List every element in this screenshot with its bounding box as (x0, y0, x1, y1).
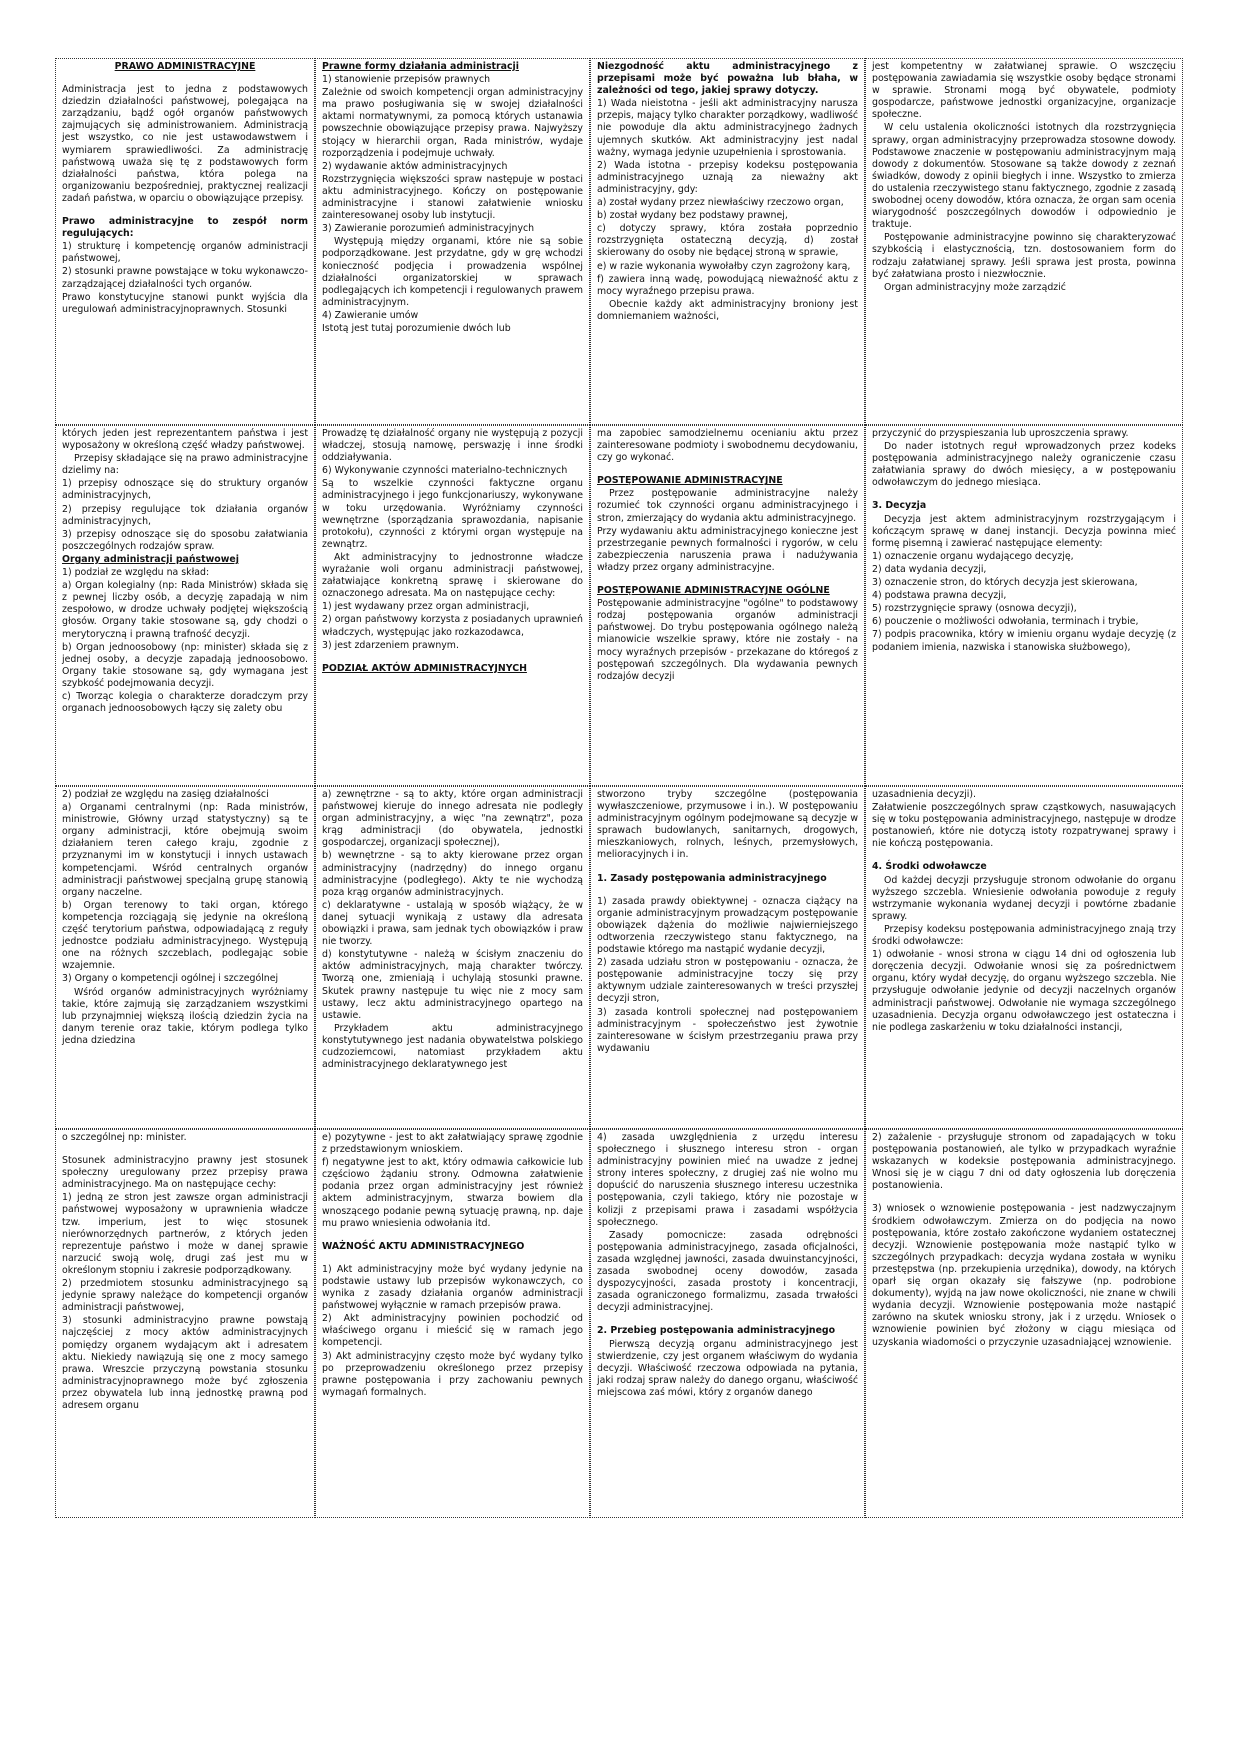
section-heading: Niezgodność aktu administracyjnego z przepisami może być poważna lub błaha, w zależności od tego, jakiej sprawy dotyczy. (597, 61, 858, 97)
paragraph: c) dotyczy sprawy, która została poprzednio rozstrzygnięta ostateczną decyzją, d) został skierowany do osoby nie będącej stroną w sprawie, (597, 223, 858, 259)
paragraph: 3) jest zdarzeniem prawnym. (322, 639, 459, 651)
paragraph: Akt administracyjny to jednostronne władcze wyrażanie woli organu administracji państwowej, załatwiające konkretną sprawę i skierowane do oznaczonego adresata. Ma on następujące cechy: (322, 551, 583, 600)
section-heading: 1. Zasady postępowania administracyjnego (597, 872, 827, 884)
paragraph: Przepisy kodeksu postępowania administracyjnego znają trzy środki odwoławcze: (872, 923, 1176, 948)
paragraph: 4) podstawa prawna decyzji, (872, 590, 1007, 602)
paragraph: jest kompetentny w załatwianej sprawie. O wszczęciu postępowania zawiadamia się wszystkie osoby będące stronami w sprawie. Stronami mogą być obywatele, podmioty gospodarcze, państwowe jednostki organizacyjne, organizacje społeczne. (872, 61, 1176, 121)
paragraph: 3) przepisy odnoszące się do sposobu załatwiania poszczególnych rodzajów spraw. (62, 528, 308, 552)
paragraph: 2) wydawanie aktów administracyjnych (322, 160, 508, 172)
paragraph: Załatwienie poszczególnych spraw cząstkowych, nasuwających się w toku postępowania administracyjnego, następuje w drodze postanowień, które nie dotyczą istoty rozpatrywanej sprawy i nie kończą postępowania. (872, 802, 1176, 850)
paragraph: 1) strukturę i kompetencję organów administracji państwowej, (62, 241, 308, 265)
paragraph: 2) stosunki prawne powstające w toku wykonawczo-zarządzającej działalności tych organów. (62, 266, 308, 290)
text-cell (590, 58, 865, 425)
text-cell (55, 786, 315, 1129)
paragraph: 1) stanowienie przepisów prawnych (322, 74, 491, 86)
text-cell (315, 425, 590, 786)
paragraph: W celu ustalenia okoliczności istotnych dla rozstrzygnięcia sprawy, organ administracyjny przeprowadza stosowne dowody. Podstawowe znaczenie w postępowaniu administracyjnym mają dowody z dokumentów. Stosowane są także dowody z zeznań świadków, dowody z opinii biegłych i inne. Wszystko to zmierza do ustalenia rzeczywistego stanu faktycznego, zgodnie z zasadą swobodnej oceny dowodów, która oznacza, że organ sam ocenia wiarygodność poszczególnych dowodów i odpowiednio je traktuje. (872, 122, 1176, 231)
paragraph: 2) organ państwowy korzysta z posiadanych uprawnień władczych, występując jako rozkazodawca, (322, 614, 583, 638)
paragraph: 2) Wada istotna - przepisy kodeksu postępowania administracyjnego uznają za nieważny akt administracyjny, gdy: (597, 159, 858, 195)
paragraph: 2) przepisy regulujące tok działania organów administracyjnych, (62, 503, 308, 527)
text-cell (865, 425, 1183, 786)
paragraph: Przez postępowanie administracyjne należy rozumieć tok czynności organu administracyjnego i stron, zmierzający do wydania aktu administracyjnego. (597, 488, 858, 524)
paragraph: 6) pouczenie o możliwości odwołania, terminach i trybie, (872, 616, 1139, 628)
paragraph: d) konstytutywne - należą w ścisłym znaczeniu do aktów administracyjnych, mają charakter twórczy. Tworzą one, zmieniają i uchylają stosunki prawne. Skutek prawny następuje tu więc nie z mocy sam ustawy, lecz aktu administracyjnego opartego na ustawie. (322, 949, 583, 1021)
paragraph: a) zewnętrzne - są to akty, które organ administracji państwowej kieruje do innego adresata nie podległy organ administracyjny, a więc "na zewnątrz", poza krąg administracji (do obywatela, jednostki gospodarczej, organizacji społecznej), (322, 789, 583, 849)
paragraph: a) Organ kolegialny (np: Rada Ministrów) składa się z pewnej liczby osób, a decyzję zapadają w nim zespołowo, w drodze uchwały podjętej większością głosów. Organy takie stosowane są, gdy chodzi o merytoryczną i prawną trafność decyzji. (62, 580, 308, 640)
paragraph: 3) Zawieranie porozumień administracyjnych (322, 223, 535, 235)
paragraph: 4) zasada uwzględnienia z urzędu interesu społecznego i słusznego interesu stron - organ administracyjny powinien mieć na uwadze z jednej strony interes społeczny, z drugiej zaś nie wolno mu dopuścić do naruszenia słusznego interesu uczestnika postępowania, czyli takiego, który nie pozostaje w kolizji z przepisami prawa i zasadami współżycia społecznego. (597, 1132, 858, 1228)
paragraph: c) deklaratywne - ustalają w sposób wiążący, że w danej sytuacji wynikają z ustawy dla adresata obowiązki i prawa, sam jednak tych obowiązków i praw nie tworzy. (322, 899, 583, 948)
section-heading: WAŻNOŚĆ AKTU ADMINISTRACYJNEGO (322, 1240, 525, 1252)
paragraph: 1) jest wydawany przez organ administracji, (322, 601, 530, 613)
paragraph: Przykładem aktu administracyjnego konstytutywnego jest nadania obywatelstwa polskiego cudzoziemcowi, natomiast przykładem aktu administracyjnego deklaratywnego jest (322, 1022, 583, 1071)
paragraph: Postępowanie administracyjne "ogólne" to podstawowy rodzaj postępowania organów administracji państwowej. Do trybu postępowania ogólnego należą mianowicie wszelkie sprawy, które nie zostały - na mocy wyraźnych przepisów - przekazane do któregoś z postępowań szczególnych. Dla wydawania pewnych rodzajów decyzji (597, 598, 858, 682)
paragraph: ma zapobiec samodzielnemu ocenianiu aktu przez zainteresowane podmioty i swobodnemu decydowaniu, czy go wykonać. (597, 428, 858, 464)
text-cell (590, 786, 865, 1129)
section-heading: Prawo administracyjne to zespół norm regulujących: (62, 216, 308, 240)
paragraph: 7) podpis pracownika, który w imieniu organu wydaje decyzję (z podaniem imienia, nazwiska i stanowiska służbowego), (872, 629, 1176, 653)
paragraph: uzasadnienia decyzji). (872, 789, 976, 800)
section-heading: PRAWO ADMINISTRACYJNE (114, 61, 256, 72)
paragraph: 3) wniosek o wznowienie postępowania - jest nadzwyczajnym środkiem odwoławczym. Zmierza on do podjęcia na nowo postępowania, które zostało zakończone wydaniem ostatecznej decyzji. Wznowienie postępowania może nastąpić tylko w szczególnych przypadkach: decyzja wydana została w wyniku przestępstwa (np. przekupienia urzędnika), dowody, na których oparł się organ okazały się fałszywe (np. podrobione dokumenty), wyjdą na jaw nowe okoliczności, nie znane w chwili wydania decyzji. Wznowienie postępowania może nastąpić zarówno na skutek wniosku strony, jak i z urzędu. Wniosek o wznowienie powinien być złożony w ciągu miesiąca od uzyskania wiadomości o przyczynie uzasadniającej wznowienie. (872, 1203, 1176, 1348)
paragraph: f) negatywne jest to akt, który odmawia całkowicie lub częściowo żądaniu strony. Odmowna załatwienie podania przez organ administracyjny jest również aktem administracyjnym, stwarza bowiem dla wnoszącego podanie pewną sytuację prawną, np. daje mu prawo wniesienia odwołania itd. (322, 1157, 583, 1229)
paragraph: Przy wydawaniu aktu administracyjnego konieczne jest przestrzeganie pewnych formalności i rygorów, w celu zabezpieczenia naruszenia prawa i nadużywania władzy przez organy administracyjne. (597, 525, 858, 573)
paragraph: b) Organ jednoosobowy (np: minister) składa się z jednej osoby, a decyzje zapadają jednoosobowo. Organy takie stosowane są, gdy wymagana jest szybkość podejmowania decyzji. (62, 641, 308, 689)
paragraph: których jeden jest reprezentantem państwa i jest wyposażony w określoną część władzy państwowej. (62, 428, 308, 452)
notes-sheet (55, 58, 1183, 1518)
section-heading: 3. Decyzja (872, 500, 927, 512)
paragraph: 2) Akt administracyjny powinien pochodzić od właściwego organu i mieścić się w ramach jego kompetencji. (322, 1313, 583, 1349)
paragraph: Występują między organami, które nie są sobie podporządkowane. Jest przydatne, gdy w grę wchodzi konieczność podjęcia i prowadzenia wspólnej działalności organizatorskiej w sprawach podlegających ich kompetencji i regulowanych prawem administracyjnym. (322, 236, 583, 308)
paragraph: o szczególnej np: minister. (62, 1132, 187, 1143)
paragraph: Obecnie każdy akt administracyjny broniony jest domniemaniem ważności, (597, 298, 858, 322)
paragraph: Przepisy składające się na prawo administracyjne dzielimy na: (62, 453, 308, 477)
paragraph: 2) zażalenie - przysługuje stronom od zapadających w toku postępowania postanowień, ale tylko w przypadkach wyraźnie wskazanych w kodeksie postępowania administracyjnego. Wnosi się je w ciągu 7 dni od daty ogłoszenia lub doręczenia postanowienia. (872, 1132, 1176, 1192)
paragraph: 3) Organy o kompetencji ogólnej i szczególnej (62, 973, 279, 985)
paragraph: 5) rozstrzygnięcie sprawy (osnowa decyzji), (872, 603, 1077, 615)
text-cell (55, 425, 315, 786)
paragraph: Istotą jest tutaj porozumienie dwóch lub (322, 322, 511, 334)
paragraph: Wśród organów administracyjnych wyróżniamy takie, które zajmują się zarządzaniem wszystkimi lub przynajmniej większą ilością dziedzin życia na danym terenie oraz takie, którym podlega tylko jedna dziedzina (62, 986, 308, 1046)
paragraph: 1) podział ze względu na skład: (62, 567, 210, 579)
paragraph: a) Organami centralnymi (np: Rada ministrów, ministrowie, Główny urząd statystyczny) są te organy administracji, które obejmują swoim działaniem teren całego kraju, zgodnie z przyznanymi im w konstytucji i innych ustawach kompetencjami. Wśród centralnych organów administracji państwowej specjalną grupę stanowią organy naczelne. (62, 802, 308, 898)
paragraph: 3) Akt administracyjny często może być wydany tylko po przeprowadzeniu określonego przez przepisy prawne postępowania i przy zachowaniu pewnych wymagań formalnych. (322, 1350, 583, 1398)
paragraph: f) zawiera inną wadę, powodującą nieważność aktu z mocy wyraźnego przepisu prawa. (597, 273, 858, 297)
paragraph: 1) odwołanie - wnosi strona w ciągu 14 dni od ogłoszenia lub doręczenia decyzji. Odwołanie wnosi się za pośrednictwem organu, który wydał decyzję, do organu wyższego szczebla. Nie przysługuje odwołanie jedynie od decyzji naczelnych organów administracji państwowej. Odwołanie nie wymaga szczególnego uzasadnienia. Decyzja organu odwoławczego jest ostateczna i nie podlega zaskarżeniu w toku działalności instancji, (872, 949, 1176, 1033)
paragraph: 2) zasada udziału stron w postępowaniu - oznacza, że postępowanie administracyjne toczy się przy aktywnym udziale zainteresowanych w treści przyszłej decyzji stron, (597, 957, 858, 1005)
text-cell (315, 786, 590, 1129)
section-heading: POSTĘPOWANIE ADMINISTRACYJNE (597, 475, 783, 487)
paragraph: b) Organ terenowy to taki organ, którego kompetencja rozciągają się jedynie na określoną część terytorium państwa, odpowiadającą z reguły jednostce podziału administracyjnego. Występują one na różnych szczeblach, podlegając sobie wzajemnie. (62, 899, 308, 972)
text-cell (865, 786, 1183, 1129)
paragraph: Od każdej decyzji przysługuje stronom odwołanie do organu wyższego szczebla. Wniesienie odwołania powoduje z reguły wstrzymanie wykonania wydanej decyzji i powtórne zbadanie sprawy. (872, 874, 1176, 922)
paragraph: b) został wydany bez podstawy prawnej, (597, 210, 788, 222)
paragraph: Stosunek administracyjno prawny jest stosunek społeczny uregulowany przez przepisy prawa administracyjnego. Ma on następujące cechy: (62, 1155, 308, 1191)
text-cell (865, 1129, 1183, 1518)
paragraph: przyczynić do przyspieszania lub uproszczenia sprawy. (872, 428, 1129, 439)
text-cell (55, 1129, 315, 1518)
text-cell (315, 58, 590, 425)
section-heading: Prawne formy działania administracji (322, 61, 519, 72)
paragraph: 1) przepisy odnoszące się do struktury organów administracyjnych, (62, 478, 308, 502)
paragraph: Zależnie od swoich kompetencji organ administracyjny ma prawo posługiwania się w swojej działalności aktami normatywnymi, za pomocą których ustanawia powszechnie obowiązujące przepisy prawa. Najwyższy stojący w hierarchii organ, Rada ministrów, wydaje rozporządzenia i podejmuje uchwały. (322, 87, 583, 159)
paragraph: 6) Wykonywanie czynności materialno-technicznych (322, 465, 568, 477)
section-heading: 2. Przebieg postępowania administracyjnego (597, 1325, 836, 1337)
paragraph: Prawo konstytucyjne stanowi punkt wyjścia dla uregulowań administracyjnoprawnych. Stosunki (62, 291, 308, 315)
paragraph: 1) oznaczenie organu wydającego decyzję, (872, 550, 1074, 562)
paragraph: Rozstrzygnięcia większości spraw następuje w postaci aktu administracyjnego. Kończy on postępowanie administracyjne i stanowi załatwienie wniosku zainteresowanej osoby lub instytucji. (322, 173, 583, 222)
paragraph: stworzono tryby szczególne (postępowania wywłaszczeniowe, przymusowe i in.). W postępowaniu administracyjnym ogólnym podejmowane są decyzje w sprawach budowlanych, sanitarnych, drogowych, mieszkaniowych, rolnych, leśnych, przemysłowych, melioracyjnych i in. (597, 789, 858, 861)
paragraph: 3) zasada kontroli społecznej nad postępowaniem administracyjnym - społeczeństwo jest żywotnie zainteresowane w ścisłym przestrzeganiu prawa przy wydawaniu (597, 1006, 858, 1054)
paragraph: Są to wszelkie czynności faktyczne organu administracyjnego i jego funkcjonariuszy, wykonywane w toku urzędowania. Wyróżniamy czynności wewnętrzne (sporządzania sprawozdania, napisanie protokołu), czynności z którymi organ występuje na zewnątrz. (322, 478, 583, 550)
paragraph: 1) Wada nieistotna - jeśli akt administracyjny narusza przepis, mający tylko charakter porządkowy, wadliwość nie powoduje dla aktu administracyjnego żadnych ujemnych skutków. Akt administracyjny jest nadal ważny, wymaga jedynie uzupełnienia i sprostowania. (597, 98, 858, 158)
paragraph: 2) data wydania decyzji, (872, 563, 987, 575)
paragraph: Pierwszą decyzją organu administracyjnego jest stwierdzenie, czy jest organem właściwym do wydania decyzji. Właściwość rzeczowa odpowiada na pytania, jaki rodzaj spraw należy do danego organu, właściwość miejscowa zaś mówi, który z organów danego (597, 1338, 858, 1398)
text-cell (590, 425, 865, 786)
paragraph: Do nader istotnych reguł wprowadzonych przez kodeks postępowania administracyjnego należy ograniczenie czasu załatwiania sprawy do dwóch miesięcy, a w postępowaniu odwoławczym do jednego miesiąca. (872, 441, 1176, 489)
paragraph: 3) oznaczenie stron, do których decyzja jest skierowana, (872, 577, 1138, 589)
section-heading: Organy administracji państwowej (62, 553, 239, 565)
paragraph: 1) zasada prawdy obiektywnej - oznacza ciążący na organie administracyjnym prowadzącym postępowanie obowiązek dążenia do możliwie najwierniejszego odtworzenia rzeczywistego stanu faktycznego, na podstawie którego ma nastąpić wydanie decyzji, (597, 895, 858, 956)
paragraph: 1) jedną ze stron jest zawsze organ administracji państwowej wyposażony w uprawnienia władcze tzw. imperium, jest to więc stosunek nierównorzędnych partnerów, z których jeden reprezentuje państwo i może w danej sprawie narzucić swoją wolę, drugi zaś jest mu w określonym stopniu i zakresie podporządkowany. (62, 1192, 308, 1276)
text-cell (590, 1129, 865, 1518)
paragraph: a) został wydany przez niewłaściwy rzeczowo organ, (597, 197, 844, 209)
paragraph: Postępowanie administracyjne powinno się charakteryzować szybkością i elastycznością, tzn. dostosowaniem form do rodzaju załatwianej sprawy. Jeśli sprawa jest prosta, powinna być załatwiana prosto i niezwłocznie. (872, 232, 1176, 280)
section-heading: POSTĘPOWANIE ADMINISTRACYJNE OGÓLNE (597, 585, 830, 597)
text-cell (865, 58, 1183, 425)
paragraph: 4) Zawieranie umów (322, 309, 419, 321)
paragraph: c) Tworząc kolegia o charakterze doradczym przy organach jednoosobowych łączy się zalety obu (62, 690, 308, 715)
paragraph: 2) podział ze względu na zasięg działalności (62, 789, 269, 800)
paragraph: Organ administracyjny może zarządzić (884, 281, 1066, 293)
paragraph: e) pozytywne - jest to akt załatwiający sprawę zgodnie z przedstawionym wnioskiem. (322, 1132, 583, 1156)
paragraph: Prowadzę tę działalność organy nie występują z pozycji władczej, stosują namowę, perswazję i inne środki oddziaływania. (322, 428, 583, 464)
paragraph: e) w razie wykonania wywołałby czyn zagrożony karą, (597, 260, 851, 272)
text-cell (315, 1129, 590, 1518)
paragraph: Zasady pomocnicze: zasada odrębności postępowania administracyjnego, zasada oficjalności, zasada względnej jawności, zasada dwuinstancyjności, zasada swobodnej oceny dowodów, zasada dyspozycyjności, zasada prostoty i koncentracji, zasada ograniczonego formalizmu, zasada trwałości decyzji administracyjnej. (597, 1229, 858, 1314)
paragraph: b) wewnętrzne - są to akty kierowane przez organ administracyjny (nadrzędny) do innego organu administracyjne (podległego). Akty te nie wychodzą poza krąg organów administracyjnych. (322, 850, 583, 898)
paragraph: Administracja jest to jedna z podstawowych dziedzin działalności państwowej, polegająca na zarządzaniu, bądź ogół organów państwowych zajmujących się administrowaniem. Administracją jest wszystko, co nie jest ustawodawstwem i wymiarem sprawiedliwości. Za administrację państwową uważa się tę z podstawowych form działalności państwa, która polega na organizowaniu bezpośredniej, praktycznej realizacji zadań państwa, w oparciu o obowiązujące przepisy. (62, 84, 308, 204)
paragraph: 1) Akt administracyjny może być wydany jedynie na podstawie ustawy lub przepisów wykonawczych, co wynika z zasady działania organów administracji państwowej wyłącznie w ramach przepisów prawa. (322, 1263, 583, 1312)
text-cell (55, 58, 315, 425)
paragraph: Decyzja jest aktem administracyjnym rozstrzygającym i kończącym sprawę w danej instancji. Decyzja powinna mieć formę pisemną i zawierać następujące elementy: (872, 513, 1176, 549)
section-heading: 4. Środki odwoławcze (872, 861, 987, 873)
paragraph: 3) stosunki administracyjno prawne powstają najczęściej z mocy aktów administracyjnych pomiędzy organem wydającym akt i adresatem aktu. Niekiedy nawiązują się one z mocy samego prawa. Wreszcie przyczyną powstania stosunku administracyjnoprawnego może być zgłoszenia przez obywatela lub inną jednostkę prawną pod adresem organu (62, 1315, 308, 1411)
section-heading: PODZIAŁ AKTÓW ADMINISTRACYJNYCH (322, 662, 527, 674)
paragraph: 2) przedmiotem stosunku administracyjnego są jedynie sprawy należące do kompetencji organów administracji państwowej, (62, 1278, 308, 1314)
